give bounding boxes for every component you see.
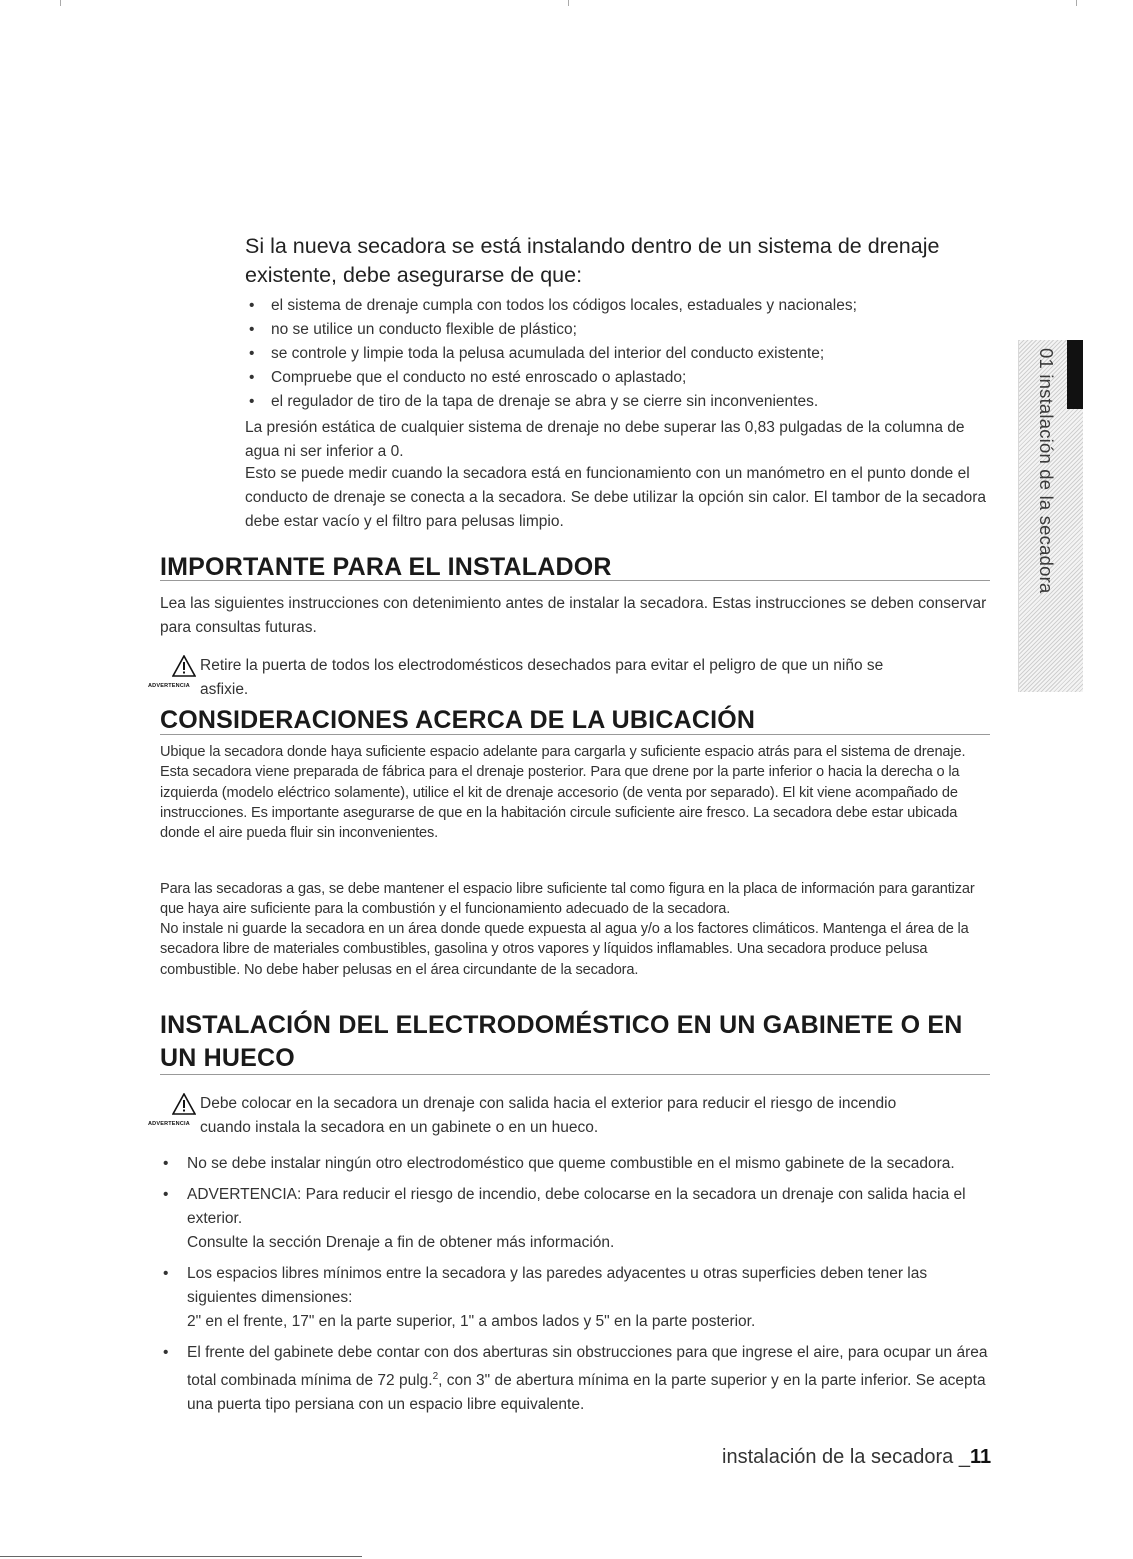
warning-label: ADVERTENCIA [148, 683, 190, 689]
static-pressure-paragraph: La presión estática de cualquier sistema de drenaje no debe superar las 0,83 pulgadas de la columna de agua ni ser inferior a 0. [245, 419, 965, 460]
section-divider [160, 1074, 990, 1075]
warning-text-line1: Retire la puerta de todos los electrodomésticos desechados para evitar el peligro de que un niño se [200, 657, 884, 674]
section-heading-cabinet-line1: INSTALACIÓN DEL ELECTRODOMÉSTICO EN UN GABINETE O EN [160, 1011, 963, 1039]
page-footer [722, 1446, 991, 1469]
location-paragraph-1: Ubique la secadora donde haya suficiente espacio adelante para cargarla y suficiente espacio atrás para el sistema de drenaje. Esta secadora viene preparada de fábrica para el drenaje posterior. Para que drene por la parte inferior o hacia la derecha o la izquierda (modelo eléctrico solamente), utilice el kit de drenaje accesorio (de venta por separado). El kit viene acompañado de instrucciones. Es importante asegurarse de que en la habitación circule suficiente aire fresco. La secadora debe estar ubicada donde el aire pueda fluir sin inconvenientes. [160, 744, 966, 842]
footer-section-title: instalación de la secadora _ [722, 1446, 970, 1468]
warning-icon [172, 655, 196, 677]
list-item: • el regulador de tiro de la tapa de drenaje se abra y se cierre sin inconvenientes. [245, 390, 995, 414]
section-heading-cabinet-line2: UN HUECO [160, 1044, 295, 1072]
page-number: 11 [969, 1446, 992, 1468]
list-item-text: • ADVERTENCIA: Para reducir el riesgo de incendio, debe colocarse en la secadora un drenaje con salida hacia el exterior. [187, 1186, 966, 1227]
warning-icon [172, 1093, 196, 1115]
list-item-text: • No se debe instalar ningún otro electrodoméstico que queme combustible en el mismo gabinete de la secadora. [187, 1155, 955, 1172]
warning-label: ADVERTENCIA [148, 1121, 190, 1127]
scan-mark [568, 0, 569, 6]
section-divider [160, 734, 990, 735]
warning-text-line1: Debe colocar en la secadora un drenaje con salida hacia el exterior para reducir el riesgo de incendio [200, 1095, 897, 1112]
superscript: 2 [432, 1371, 439, 1382]
list-item: • el sistema de drenaje cumpla con todos los códigos locales, estaduales y nacionales; [245, 294, 995, 318]
bottom-edge-line [0, 1556, 362, 1557]
location-paragraph-3: No instale ni guarde la secadora en un área donde quede expuesta al agua y/o a los factores climáticos. Mantenga el área de la secadora libre de materiales combustibles, gasolina y otros vapores y líquidos inflamables. Una secadora produce pelusa combustible. No debe haber pelusas en el área circundante de la secadora. [160, 921, 969, 978]
section-divider [160, 580, 990, 581]
cabinet-bullet-list [160, 1152, 992, 1424]
warning-text-line2: cuando instala la secadora en un gabinete o en un hueco. [200, 1119, 599, 1136]
side-tab-marker [1067, 340, 1083, 409]
intro-heading: Si la nueva secadora se está instalando dentro de un sistema de drenaje existente, debe asegurarse de que: [245, 234, 940, 287]
warning-text-line2: asfixie. [200, 681, 249, 698]
list-item [160, 1183, 992, 1255]
section-heading-location: CONSIDERACIONES ACERCA DE LA UBICACIÓN [160, 706, 756, 734]
chapter-side-tab [1013, 340, 1083, 692]
list-item-text: • Los espacios libres mínimos entre la secadora y las paredes adyacentes u otras superficies deben tener las siguientes dimensiones: [187, 1265, 928, 1306]
list-item-text: , con 3" de abertura mínima en la parte superior y en la parte inferior. Se acepta una puerta tipo persiana con un espacio libre equivalente. [187, 1372, 986, 1414]
list-item [160, 1262, 992, 1334]
list-item: • se controle y limpie toda la pelusa acumulada del interior del conducto existente; [245, 342, 995, 366]
list-item [160, 1341, 992, 1417]
scan-mark [1076, 0, 1077, 6]
scan-mark [60, 0, 61, 6]
list-item-note: Consulte la sección Drenaje a fin de obtener más información. [187, 1234, 615, 1251]
section-heading-installer: IMPORTANTE PARA EL INSTALADOR [160, 553, 612, 581]
side-tab-label: 01 instalación de la secadora [1036, 348, 1057, 594]
list-item-text: El frente del gabinete debe contar con dos aberturas sin obstrucciones para que ingrese el aire, para ocupar un área total combinada mínima de 72 pulg. [187, 1344, 988, 1390]
list-item: • no se utilice un conducto flexible de plástico; [245, 318, 995, 342]
measurement-paragraph: Esto se puede medir cuando la secadora está en funcionamiento con un manómetro en el punto donde el conducto de drenaje se conecta a la secadora. Se debe utilizar la opción sin calor. El tambor de la secadora debe estar vacío y el filtro para pelusas limpio. [245, 465, 987, 530]
location-paragraph-2: Para las secadoras a gas, se debe mantener el espacio libre suficiente tal como figura en la placa de información para garantizar que haya aire suficiente para la combustión y el funcionamiento adecuado de la secadora. [160, 881, 975, 918]
list-item: • Compruebe que el conducto no esté enroscado o aplastado; [245, 366, 995, 390]
list-item [160, 1152, 992, 1176]
list-item-note: 2" en el frente, 17" en la parte superior, 1" a ambos lados y 5" en la parte posterior. [187, 1313, 756, 1330]
installer-instructions-text: Lea las siguientes instrucciones con detenimiento antes de instalar la secadora. Estas instrucciones se deben conservar para consultas futuras. [160, 595, 987, 636]
intro-bullet-list [245, 294, 995, 414]
